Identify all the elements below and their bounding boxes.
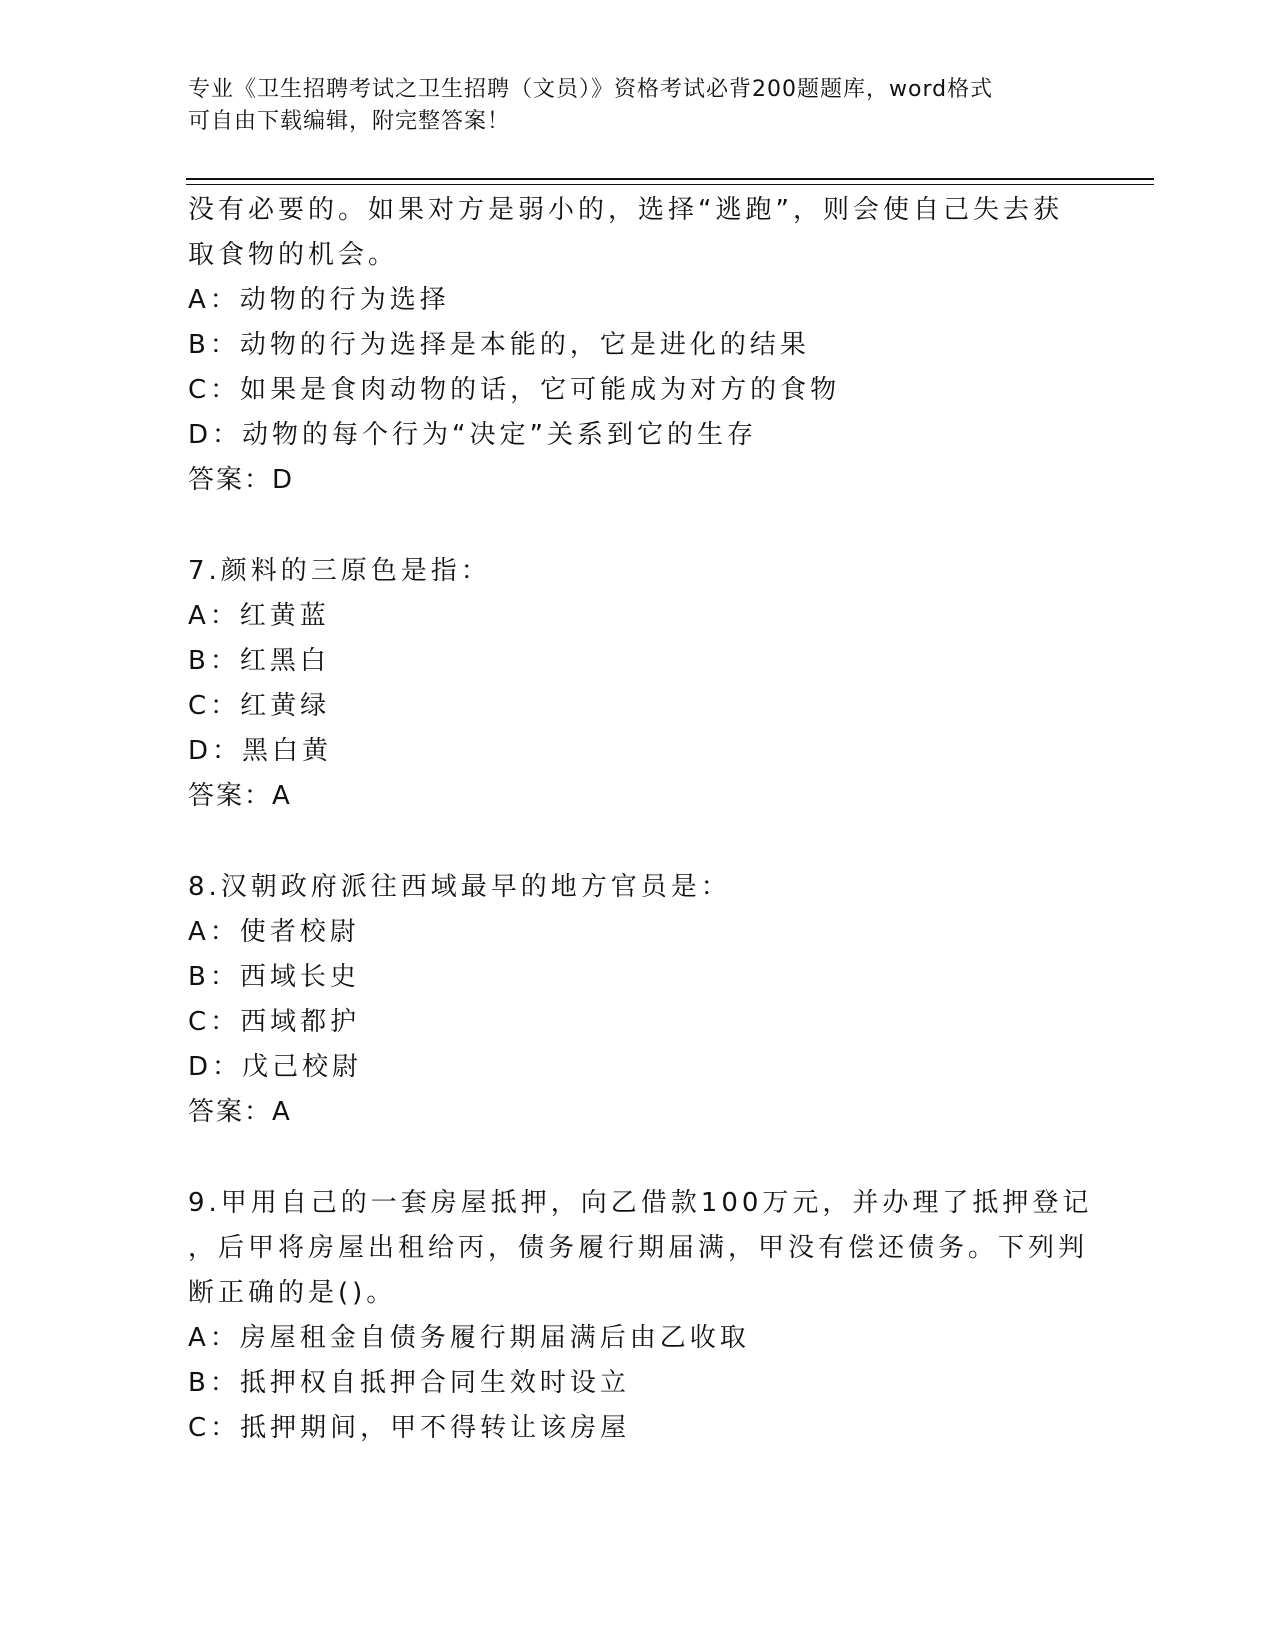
option-b: B：抵押权自抵押合同生效时设立 [188, 1368, 630, 1398]
question-text-line: 取食物的机会。 [188, 240, 399, 270]
option-b: B：红黑白 [188, 646, 330, 676]
question-8-text: 8.汉朝政府派往西域最早的地方官员是： [188, 872, 731, 902]
answer-line: 答案：A [188, 1097, 292, 1127]
header-divider-thin [186, 184, 1154, 185]
option-d: D：动物的每个行为“决定”关系到它的生存 [188, 420, 757, 450]
question-content [188, 188, 1093, 1451]
question-9-text-line: ，后甲将房屋出租给丙，债务履行期届满，甲没有偿还债务。下列判 [188, 1233, 1089, 1263]
option-a: A：房屋租金自债务履行期届满后由乙收取 [188, 1323, 750, 1353]
question-text-line: 没有必要的。如果对方是弱小的，选择“逃跑”，则会使自己失去获 [188, 195, 1063, 225]
option-d: D：黑白黄 [188, 736, 333, 766]
question-7-text: 7.颜料的三原色是指： [188, 556, 491, 586]
header-divider-thick [186, 178, 1154, 180]
option-c: C：西域都护 [188, 1007, 361, 1037]
option-d: D：戊己校尉 [188, 1052, 363, 1082]
option-a: A：动物的行为选择 [188, 285, 450, 315]
header-line-1: 专业《卫生招聘考试之卫生招聘（文员）》资格考试必背200题题库，word格式 [188, 77, 994, 102]
option-c: C：如果是食肉动物的话，它可能成为对方的食物 [188, 375, 841, 405]
option-b: B：动物的行为选择是本能的，它是进化的结果 [188, 330, 810, 360]
option-c: C：红黄绿 [188, 691, 331, 721]
header-line-2: 可自由下载编辑，附完整答案！ [188, 109, 511, 134]
question-9-text-line: 9.甲用自己的一套房屋抵押，向乙借款100万元，并办理了抵押登记 [188, 1188, 1093, 1218]
option-a: A：使者校尉 [188, 917, 360, 947]
option-b: B：西域长史 [188, 962, 360, 992]
question-9-text-line: 断正确的是()。 [188, 1278, 397, 1308]
option-c: C：抵押期间，甲不得转让该房屋 [188, 1413, 631, 1443]
answer-line: 答案：A [188, 781, 292, 811]
document-header [188, 74, 1068, 138]
answer-line: 答案：D [188, 465, 295, 495]
option-a: A：红黄蓝 [188, 601, 330, 631]
